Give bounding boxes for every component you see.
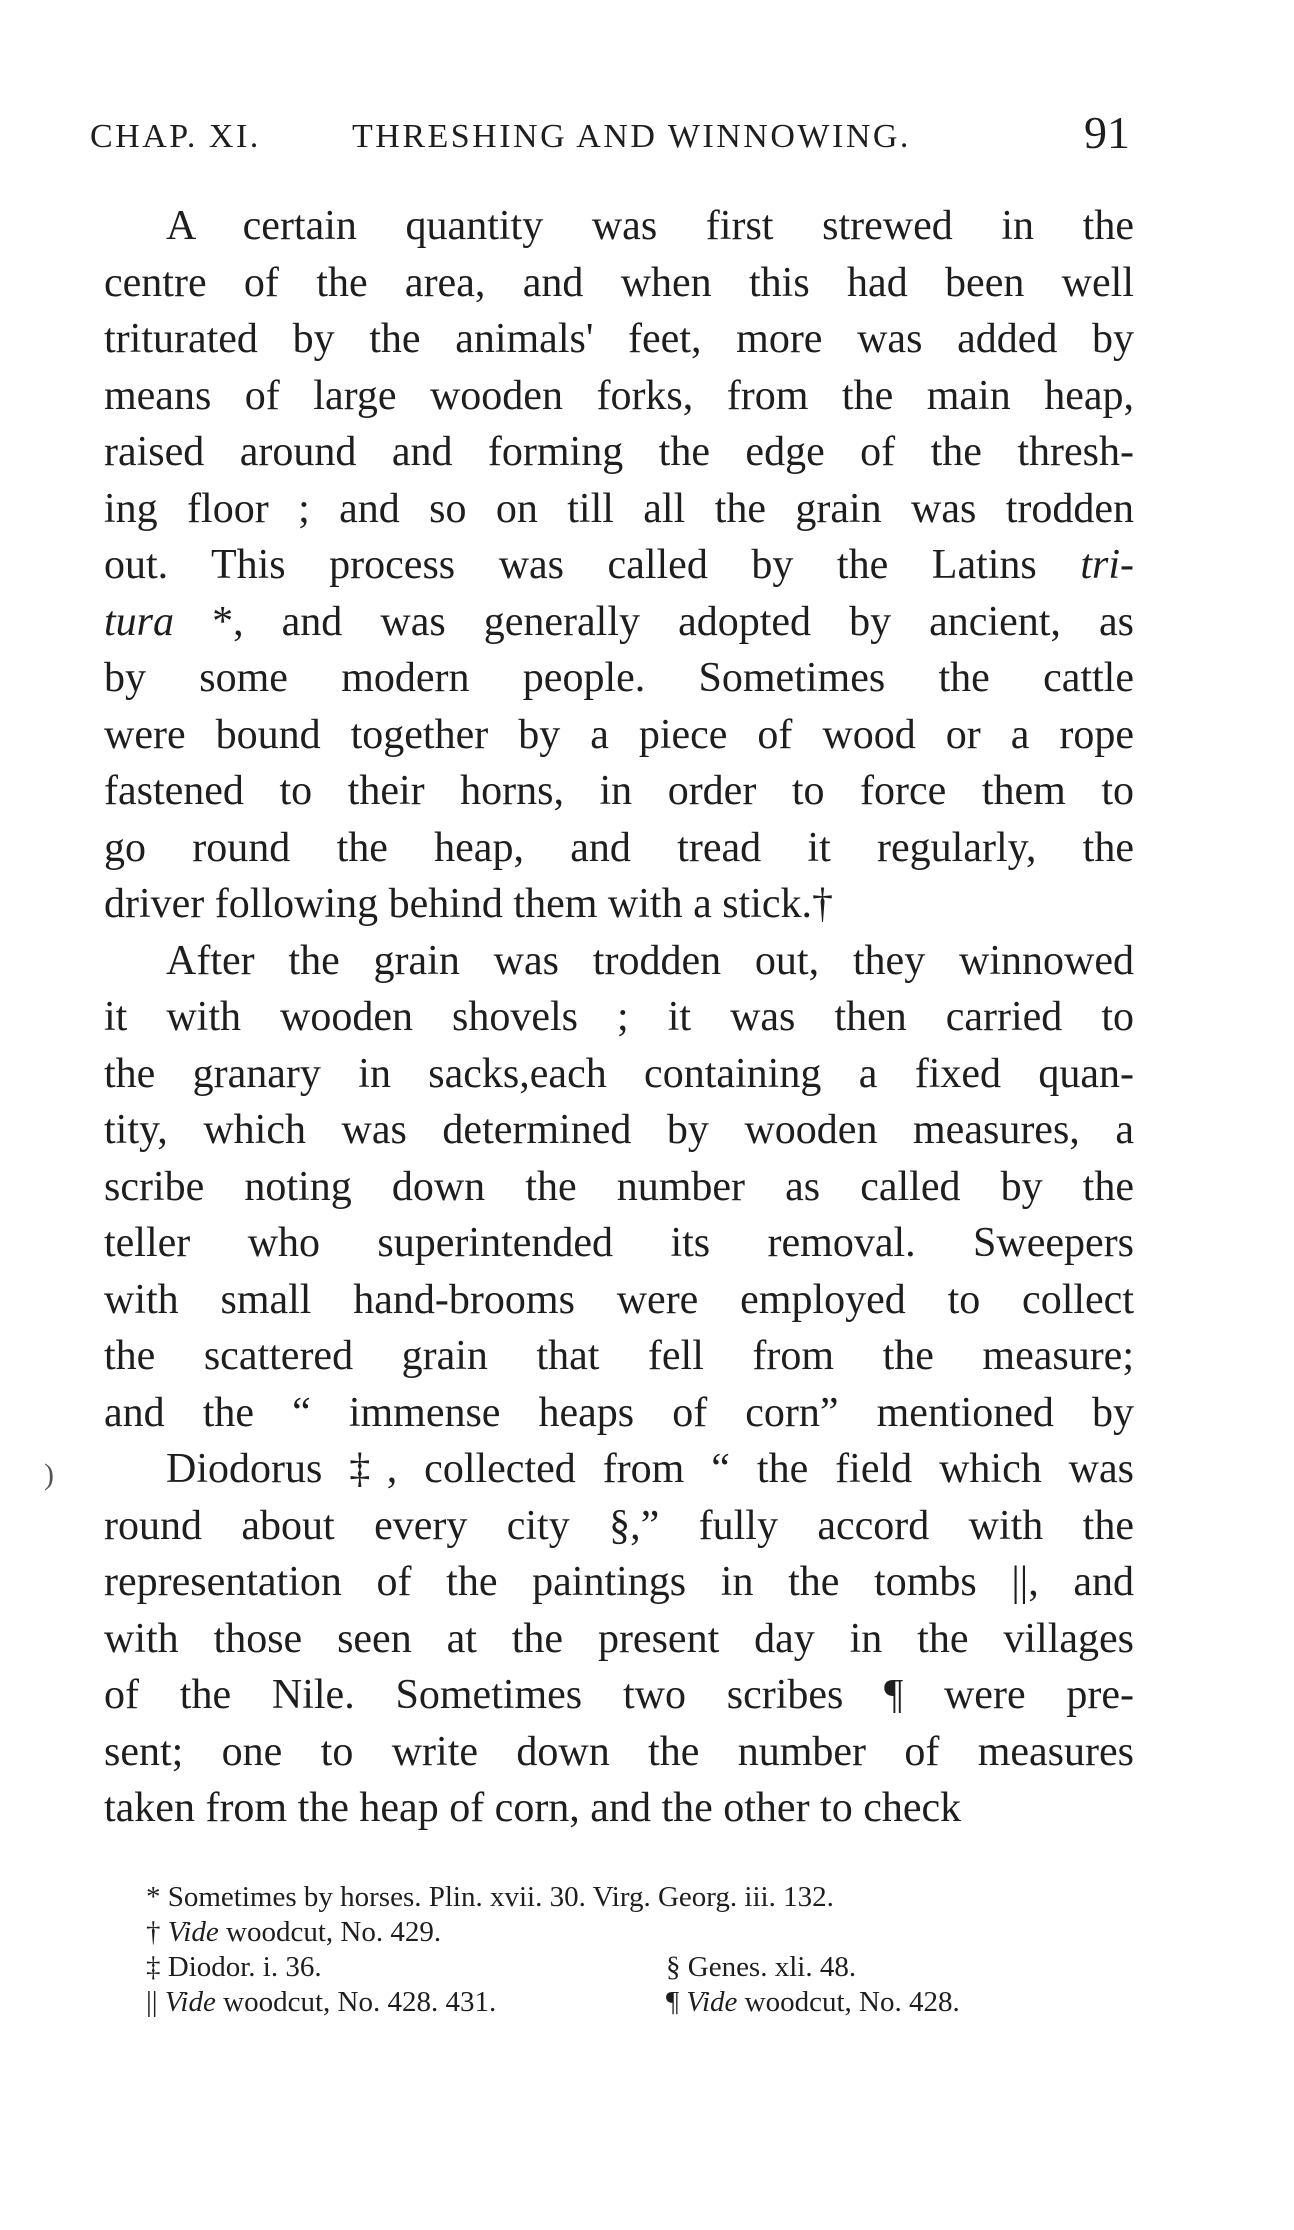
text-line: by some modern people. Sometimes the cattle — [104, 655, 1134, 701]
text-line: and the “ immense heaps of corn” mentioned by — [104, 1389, 1134, 1436]
text-line: centre of the area, and when this had been well — [104, 259, 1134, 306]
footnotes — [146, 1880, 1096, 2020]
footnote-text: woodcut, No. 428. — [737, 1986, 960, 2018]
text-line: representation of the paintings in the tombs ||, and — [104, 1559, 1134, 1605]
footnote-3 — [146, 1950, 1096, 1985]
text-line: it with wooden shovels ; it was then carried to — [104, 994, 1134, 1040]
text-line: out. This process was called by the Latins tri- — [104, 542, 1134, 588]
footnote-text: woodcut, No. 428. 431. — [215, 1986, 497, 2018]
text-line: fastened to their horns, in order to force them to — [104, 768, 1134, 814]
text-line: raised around and forming the edge of the thresh- — [104, 429, 1134, 475]
footnote-text-right — [666, 1985, 960, 2020]
footnote-text: woodcut, No. 429. — [218, 1916, 442, 1948]
text-line: driver following behind them with a stick.† — [104, 881, 834, 927]
footnote-mark: ¶ — [666, 1986, 680, 2018]
text-line: the granary in sacks,each containing a fixed quan- — [104, 1050, 1134, 1097]
footnote-vide: Vide — [164, 1986, 216, 2018]
footnote-text: ‡ Diodor. i. 36. — [146, 1951, 322, 1983]
footnote-text-right: § Genes. xli. 48. — [666, 1951, 857, 1983]
footnote-mark: † — [146, 1916, 161, 1948]
footnote-vide: Vide — [167, 1916, 219, 1948]
text-line: with those seen at the present day in the villages — [104, 1615, 1134, 1662]
footnote-1 — [146, 1880, 1096, 1915]
text-line: go round the heap, and tread it regularly, the — [104, 824, 1134, 871]
footnote-2 — [146, 1915, 1096, 1950]
running-title: THRESHING AND WINNOWING. — [352, 118, 911, 155]
text-line: Diodorus ‡, collected from “ the field which was — [166, 1446, 1134, 1492]
text-line: sent; one to write down the number of measures — [104, 1728, 1134, 1775]
text-line: tity, which was determined by wooden measures, a — [104, 1107, 1134, 1153]
text-line: After the grain was trodden out, they winnowed — [166, 937, 1134, 984]
text-line: were bound together by a piece of wood or a rope — [104, 711, 1134, 758]
text-line: tura *, and was generally adopted by ancient, as — [104, 598, 1134, 645]
text-line: triturated by the animals' feet, more was added by — [104, 316, 1134, 362]
footnote-text: * Sometimes by horses. Plin. xvii. 30. Virg. Georg. iii. 132. — [146, 1881, 834, 1913]
text-line: ing floor ; and so on till all the grain was trodden — [104, 485, 1134, 532]
text-line: round about every city §,” fully accord with the — [104, 1502, 1134, 1549]
page-number: 91 — [1084, 107, 1130, 158]
running-head — [90, 106, 1130, 166]
footnote-4 — [146, 1985, 1096, 2020]
body-text — [104, 198, 1134, 1837]
text-line: teller who superintended its removal. Sweepers — [104, 1220, 1134, 1266]
text-line: means of large wooden forks, from the main heap, — [104, 372, 1134, 419]
text-line: taken from the heap of corn, and the other to check — [104, 1785, 962, 1831]
text-line: scribe noting down the number as called by the — [104, 1163, 1134, 1210]
margin-mark: ) — [44, 1458, 54, 1491]
text-line: A certain quantity was first strewed in the — [166, 203, 1134, 249]
text-line: with small hand-brooms were employed to collect — [104, 1276, 1134, 1323]
footnote-mark: || — [146, 1986, 158, 2018]
chapter-label: CHAP. XI. — [90, 118, 261, 155]
text-line: the scattered grain that fell from the measure; — [104, 1333, 1134, 1379]
text-line: of the Nile. Sometimes two scribes ¶ were pre- — [104, 1672, 1134, 1718]
footnote-vide: Vide — [686, 1986, 738, 2018]
